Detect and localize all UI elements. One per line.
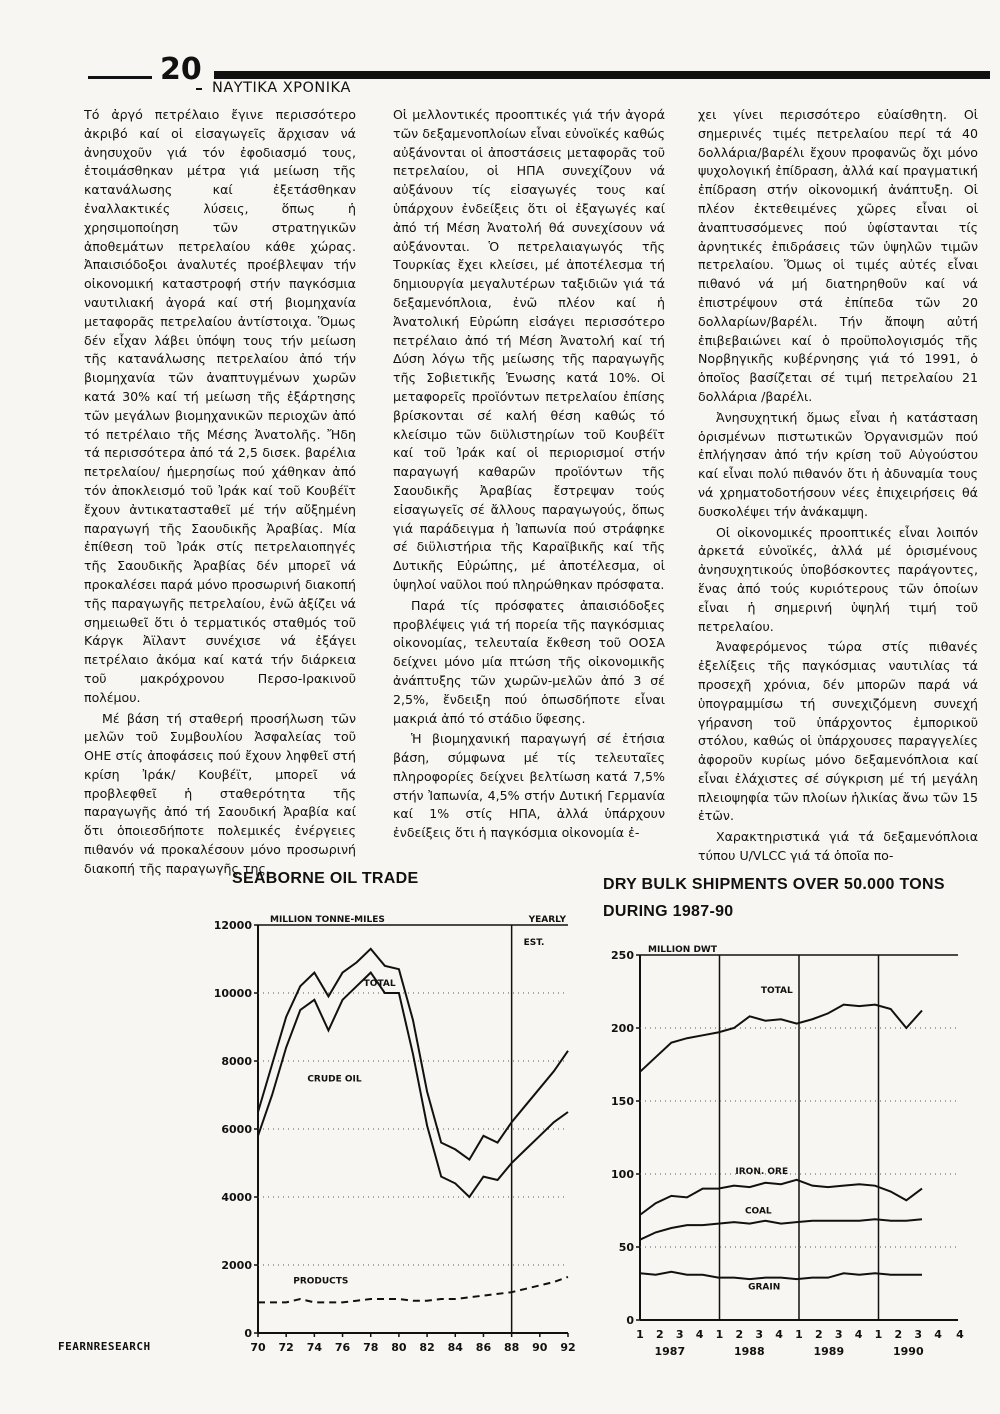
chart-subtitle-drybulk: DURING 1987-90 (603, 903, 734, 920)
drybulk-y-tick-label: 0 (626, 1314, 634, 1327)
drybulk-x-tick-label: 3 (834, 1328, 843, 1341)
drybulk-x-tick-label: 1 (715, 1328, 724, 1341)
drybulk-x-group-label: 1988 (734, 1345, 765, 1358)
seaborne-y-tick-label: 2000 (221, 1259, 252, 1272)
drybulk-series-label: GRAIN (748, 1282, 781, 1293)
seaborne-x-tick-label: 90 (532, 1341, 548, 1354)
seaborne-x-tick-label: 80 (391, 1341, 407, 1354)
seaborne-y-tick-label: 0 (244, 1327, 252, 1340)
seaborne-y-tick-label: 8000 (221, 1055, 252, 1068)
seaborne-x-tick-label: 82 (419, 1341, 435, 1354)
chart-title-seaborne: SEABORNE OIL TRADE (232, 870, 419, 887)
drybulk-series-line-coal (640, 1219, 922, 1239)
drybulk-series-label: IRON. ORE (735, 1167, 789, 1177)
drybulk-x-tick-label: 4 (775, 1328, 783, 1341)
paragraph: Μέ βάση τή σταθερή προσήλωση τῶν μελῶν τοῦ Συμβουλίου Ἀσφαλείας τοῦ ΟΗΕ στίς ἀποφάσεις πού ἔχουν ληφθεῖ στή κρίση Ἰράκ/ Κουβέϊτ, μπορεῖ νά προβλεφθεῖ ἡ σταθερότητα τῆς παραγωγῆς ἀπό τή Σαουδική Ἀραβία καί ὅτι ὁποιεσδήποτε πολεμικές ἐνέργειες πιθανόν νά προκαλέσουν μόνο προσωρινή διακοπή τῆς παραγωγῆς της. (84, 710, 356, 876)
paragraph: Ἡ βιομηχανική παραγωγή σέ ἐτήσια βάση, σύμφωνα μέ τίς τελευταῖες πληροφορίες δείχνει βελτίωση κατά 7,5% στήν Ἰαπωνία, 4,5% στήν Δυτική Γερμανία καί 1% στίς ΗΠΑ, ἀλλά ὑπάρχουν ἐνδείξεις ὅτι ἡ παγκόσμια οἰκονομία ἐ- (393, 731, 665, 841)
drybulk-x-tick-label: 4 (956, 1328, 964, 1341)
drybulk-y-tick-label: 100 (611, 1168, 634, 1181)
drybulk-series-line-iron-ore (640, 1180, 922, 1215)
seaborne-ylabel: MILLION TONNE-MILES (270, 915, 385, 925)
paragraph: Χαρακτηριστικά γιά τά δεξαμενόπλοια τύπου U/VLCC γιά τά ὁποῖα πο- (698, 829, 978, 864)
drybulk-series-label: COAL (744, 1206, 772, 1217)
publication-title: ΝΑΥΤΙΚΑ ΧΡΟΝΙΚΑ (212, 80, 351, 96)
chart-credit: FEARNRESEARCH (58, 1340, 151, 1353)
drybulk-x-tick-label: 2 (735, 1328, 744, 1341)
drybulk-x-tick-label: 4 (695, 1328, 704, 1341)
seaborne-series-label: CRUDE OIL (307, 1074, 362, 1085)
paragraph: Παρά τίς πρόσφατες ἀπαισιόδοξες προβλέψεις γιά τή πορεία τῆς παγκόσμιας οἰκονομίας, τελευταία ἔκθεση τοῦ ΟΟΣΑ δείχνει μόνο μία πτώση τῆς οἰκονομικῆς ἀνάπτυξης τῶν χωρῶν-μελῶν ἀπό 3 σέ 2,5%, ἔνδειξη πού ὁπωσδήποτε εἶναι μακριά ἀπό τό στάδιο ὕφεσης. (393, 597, 665, 726)
paragraph: Ἀνησυχητική ὅμως εἶναι ἡ κατάσταση ὁρισμένων πιστωτικῶν Ὀργανισμῶν πού ἐπλήγησαν ἀπό τήν κρίση τοῦ Αὐγούστου καί εἶναι πολύ πιθανόν ὅτι ἡ ἀδυναμία τους νά χρηματοδοτήσουν νέες ἐπιχειρήσεις θά δυσκολέψει τήν ἀνάκαμψη. (698, 409, 978, 519)
drybulk-x-tick-label: 1 (874, 1328, 883, 1341)
seaborne-x-tick-label: 78 (363, 1341, 379, 1354)
seaborne-y-tick-label: 4000 (221, 1191, 252, 1204)
drybulk-x-tick-label: 2 (815, 1328, 823, 1341)
drybulk-x-tick-label: 2 (656, 1328, 664, 1341)
seaborne-x-tick-label: 84 (447, 1341, 463, 1354)
drybulk-x-tick-label: 1 (795, 1328, 803, 1341)
drybulk-y-tick-label: 200 (611, 1022, 634, 1035)
drybulk-x-tick-label: 3 (675, 1328, 684, 1341)
seaborne-y-tick-label: 10000 (213, 987, 252, 1000)
paragraph: Τό ἀργό πετρέλαιο ἔγινε περισσότερο ἀκριβό καί οἱ εἰσαγωγεῖς ἄρχισαν νά ἀνησυχοῦν γιά τόν ἐφοδιασμό τους, ἑτοιμάσθηκαν μέτρα γιά μείωση τῆς κατανάλωσης καί ἐξετάσθηκαν ἐναλλακτικές λύσεις, ὅπως ἡ χρησιμοποίηση τῶν στρατηγικῶν ἀποθεμάτων πετρελαίου κάθε χώρας. Ἀπαισιόδοξοι ἀναλυτές προέβλεψαν τήν οἰκονομική καταστροφή στήν παγκόσμια ναυτιλιακή ἀγορά καί στή βιομηχανία μεταφορᾶς πετρελαίου ἀντίστοιχα. Ὅμως δέν εἶχαν λάβει ὑπόψη τους τήν μείωση τῆς κατανάλωσης πετρελαίου ἀπό τήν βιομηχανία τῶν ἀναπτυγμένων χωρῶν κατά 30% καί τή μείωση τῆς ἐξάρτησης τῶν μεγάλων βιομηχανικῶν περιοχῶν ἀπό τό πετρέλαιο τῆς Μέσης Ἀνατολῆς. Ἤδη τά περισσότερα ἀπό τά 2,5 δισεκ. βαρέλια πετρελαίου/ ἡμερησίως πού χάθηκαν ἀπό τόν ἀποκλεισμό τοῦ Ἰράκ καί τοῦ Κουβέϊτ ἔχουν ἀντικατασταθεῖ μέ τήν αὔξημένη παραγωγή τῆς Σαουδικῆς Ἀραβίας. Μία ἐπίθεση τοῦ Ἰράκ στίς πετρελαιοπηγές τῆς Σαουδικῆς Ἀραβίας δέν μπορεῖ νά προκαλέσει παρά μόνο προσωρινή διακοπή τῆς παραγωγῆς πετρελαίου, ἐνῶ ἀξίζει νά σημειωθεῖ ὅτι ὁ τερματικός σταθμός τοῦ Κάργκ Ἀϊλαντ συνέχισε νά ἐξάγει πετρέλαιο ἀκόμα καί κατά τήν διάρκεια τοῦ μακρόχρονου Περσο-Ιρακινοῦ πολέμου. (84, 107, 356, 705)
seaborne-y-tick-label: 6000 (221, 1123, 252, 1136)
seaborne-corner-note: YEARLY (528, 915, 566, 925)
seaborne-series-label: PRODUCTS (293, 1276, 349, 1287)
seaborne-y-tick-label: 12000 (213, 919, 252, 932)
seaborne-series-label: TOTAL (363, 979, 396, 990)
drybulk-y-tick-label: 250 (611, 949, 634, 962)
drybulk-y-tick-label: 150 (611, 1095, 634, 1108)
drybulk-x-tick-label: 3 (914, 1328, 923, 1341)
chart-title-drybulk: DRY BULK SHIPMENTS OVER 50.000 TONS (603, 876, 945, 893)
seaborne-est-annotation: EST. (523, 938, 545, 948)
seaborne-x-tick-label: 74 (306, 1341, 323, 1354)
drybulk-x-tick-label: 1 (636, 1328, 644, 1341)
drybulk-x-tick-label: 4 (934, 1328, 942, 1341)
seaborne-x-tick-label: 92 (560, 1341, 576, 1354)
drybulk-series-line-total (640, 1005, 922, 1072)
seaborne-x-tick-label: 76 (334, 1341, 351, 1354)
drybulk-x-tick-label: 2 (894, 1328, 903, 1341)
seaborne-x-tick-label: 72 (278, 1341, 294, 1354)
paragraph: χει γίνει περισσότερο εὐαίσθητη. Οἱ σημερινές τιμές πετρελαίου περί τά 40 δολλάρια/βαρέλι ἔχουν προφανῶς ὄχι μόνο ψυχολογική ἐπίδραση, ἀλλά καί πραγματική ἐπίδραση στήν οἰκονομική ἀνάπτυξη. Οἱ πλέον ἐκτεθειμένες χῶρες εἶναι οἱ ἀναπτυσσόμενες πού ὑφίστανται τίς ἀρνητικές ἐπιδράσεις τῶν ὑψηλῶν τιμῶν πετρελαίου. Ὅμως οἱ τιμές αὐτές εἶναι πιθανό νά μή διατηρηθοῦν καί νά ἐπιστρέψουν στά ἐπίπεδα τῶν 20 δολλαρίων/βαρέλι. Τήν ἄποψη αὐτή ἐπιβεβαιώνει καί ὁ προϋπολογισμός τῆς Νορβηγικῆς κυβέρνησης γιά τό 1991, ὁ ὁποῖος βασίζεται σέ τιμή πετρελαίου 21 δολλάρια /βαρέλι. (698, 107, 978, 404)
drybulk-y-tick-label: 50 (618, 1241, 634, 1254)
drybulk-series-line-grain (640, 1272, 922, 1279)
seaborne-series-line-crude-oil (258, 973, 568, 1197)
seaborne-x-tick-label: 70 (250, 1341, 266, 1354)
seaborne-x-tick-label: 88 (503, 1341, 520, 1354)
drybulk-ylabel: MILLION DWT (648, 945, 717, 955)
drybulk-x-group-label: 1989 (813, 1345, 845, 1358)
drybulk-x-group-label: 1987 (654, 1345, 686, 1358)
page-number: 20 (160, 52, 202, 87)
drybulk-x-group-label: 1990 (893, 1345, 924, 1358)
drybulk-x-tick-label: 3 (755, 1328, 764, 1341)
paragraph: Ἀναφερόμενος τώρα στίς πιθανές ἐξελίξεις τῆς παγκόσμιας ναυτιλίας τά προσεχῆ χρόνια, δέν μπορῶν παρά νά ὑπογραμμίσω τή συνεχιζόμενη συνεχή γήρανση τοῦ ὑπάρχοντος ἐμπορικοῦ στόλου, καθώς οἱ ὑπάρχουσες παραγγελίες ἀφοροῦν κυρίως μόνο δεξαμενόπλοια καί εἶναι ἐλάχιστες σέ σύγκριση μέ τή μεγάλη πλειοψηφία τῶν πλοίων ἡλικίας ἄνω τῶν 15 ἐτῶν. (698, 639, 978, 824)
drybulk-x-tick-label: 4 (854, 1328, 863, 1341)
drybulk-series-label: TOTAL (760, 985, 793, 996)
paragraph: Οἱ μελλοντικές προοπτικές γιά τήν ἀγορά τῶν δεξαμενοπλοίων εἶναι εὐνοϊκές καθώς αὐξάνονται οἱ ἀποστάσεις μεταφορᾶς τοῦ πετρελαίου, οἱ ΗΠΑ συνεχίζουν νά αὐξάνουν τίς εἰσαγωγές τους καί ὑπάρχουν ἐνδείξεις ὅτι οἱ ἐξαγωγές καί ἀπό τή Μέση Ἀνατολή θά συνεχίσουν νά αὐξάνονται. Ὁ πετρελαιαγωγός τῆς Τουρκίας ἔχει κλείσει, μέ ἀποτέλεσμα τή δημιουργία μεγαλυτέρων ταξιδιῶν γιά τά δεξαμενόπλοια, ἐνῶ πλέον καί ἡ Ἀνατολική Εὐρώπη εἰσάγει περισσότερο πετρέλαιο ἀπό τή Μέση Ἀνατολή καί τή Δύση λόγω τῆς μείωσης τῆς παραγωγῆς τῆς Σοβιετικῆς Ἑνωσης κατά 10%. Οἱ μεταφορεῖς προϊόντων πετρελαίου ἐπίσης βρίσκονται σέ καλή θέση καθώς τό κλείσιμο τῶν διϋλιστηρίων τοῦ Κουβέϊτ καί τοῦ Ἰράκ καί οἱ περιορισμοί στήν παραγωγή καθαρῶν προϊόντων τῆς Σαουδικῆς Ἀραβίας ἔστρεψαν τούς εἰσαγωγεῖς σέ ἄλλους παραγωγούς, ὅπως γιά παράδειγμα ἡ Ἰαπωνία πού στράφηκε σέ διϋλιστήρια τῆς Καραϊβικῆς καί τῆς Δυτικῆς Εὐρώπης, μέ ἀποτέλεσμα, οἱ ὑψηλοί ναῦλοι πού πληρώθηκαν πρόσφατα. (393, 107, 665, 592)
seaborne-x-tick-label: 86 (475, 1341, 492, 1354)
paragraph: Οἱ οἰκονομικές προοπτικές εἶναι λοιπόν ἀρκετά εὐνοϊκές, ἀλλά μέ ὁρισμένους ἀνησυχητικούς ὑποβόσκοντες παράγοντες, ἕνας ἀπό τούς κυριότερους τῶν ὁποίων εἶναι ἡ σημερινή ὑψηλή τιμή τοῦ πετρελαίου. (698, 524, 978, 634)
